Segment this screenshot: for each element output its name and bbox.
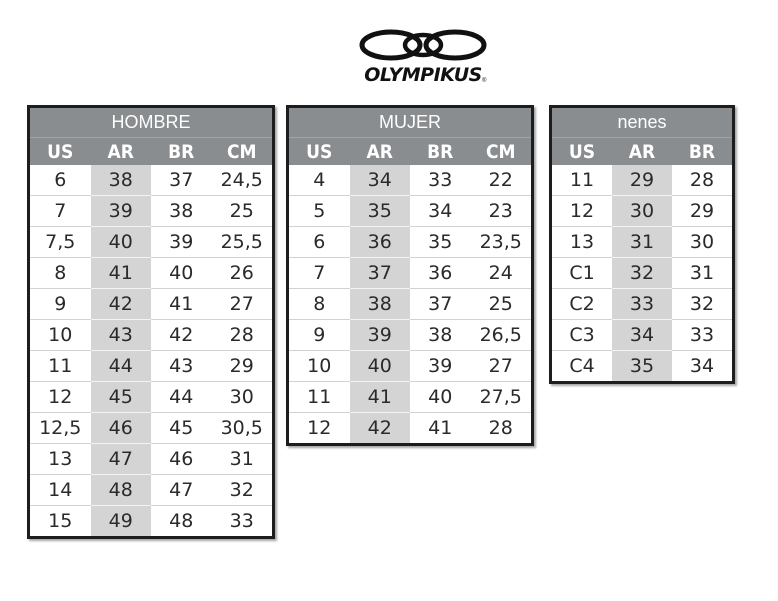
column-header-ar: AR	[350, 138, 411, 166]
cell-ar: 44	[91, 351, 152, 382]
cell-us: 14	[30, 475, 91, 506]
table-title: HOMBRE	[30, 108, 272, 138]
cell-br: 37	[410, 289, 471, 320]
cell-br: 36	[410, 258, 471, 289]
cell-us: 6	[54, 169, 67, 191]
cell-br: 29	[672, 196, 732, 227]
cell-ar: 39	[91, 196, 152, 227]
size-table-nenes	[549, 105, 735, 384]
cell-ar: 35	[612, 351, 672, 382]
cell-br: 41	[410, 413, 471, 444]
cell-ar: 40	[91, 227, 152, 258]
table-row	[552, 165, 732, 196]
cell-ar: 48	[91, 475, 152, 506]
cell-us: 13	[552, 227, 612, 258]
cell-us: 15	[30, 506, 91, 537]
cell-us: 11	[569, 169, 595, 191]
cell-cm: 28	[212, 320, 273, 351]
table-row	[552, 320, 732, 351]
column-header-br: BR	[672, 138, 732, 166]
table-title: MUJER	[289, 108, 531, 138]
cell-cm: 27,5	[471, 382, 532, 413]
cell-ar: 33	[612, 289, 672, 320]
cell-br: 47	[151, 475, 212, 506]
cell-us: C1	[552, 258, 612, 289]
cell-us: 4	[313, 169, 326, 191]
cell-cm: 27	[212, 289, 273, 320]
table-row	[30, 227, 272, 258]
cell-br: 45	[151, 413, 212, 444]
cell-cm: 27	[471, 351, 532, 382]
column-header-ar: AR	[612, 138, 672, 166]
cell-cm: 28	[471, 413, 532, 444]
column-header-us: US	[289, 138, 350, 166]
cell-us: 5	[289, 196, 350, 227]
table-row	[289, 165, 531, 196]
table-row	[289, 413, 531, 444]
cell-ar: 38	[350, 289, 411, 320]
cell-br: 33	[672, 320, 732, 351]
mujer-grid	[289, 108, 531, 443]
cell-ar: 41	[350, 382, 411, 413]
table-row	[552, 258, 732, 289]
cell-us: 11	[289, 382, 350, 413]
cell-us: 7	[30, 196, 91, 227]
cell-cm: 32	[212, 475, 273, 506]
table-row	[289, 227, 531, 258]
cell-br: 28	[689, 169, 715, 191]
cell-br: 48	[151, 506, 212, 537]
nenes-grid	[552, 108, 732, 381]
table-row	[552, 351, 732, 382]
cell-cm: 33	[212, 506, 273, 537]
table-row	[289, 289, 531, 320]
cell-cm: 29	[212, 351, 273, 382]
cell-cm: 22	[488, 169, 513, 191]
cell-br: 40	[410, 382, 471, 413]
cell-ar: 32	[612, 258, 672, 289]
cell-ar: 49	[91, 506, 152, 537]
brand-name: OLYMPIKUS	[364, 64, 482, 86]
cell-cm: 24,5	[220, 169, 263, 191]
table-title: nenes	[552, 108, 732, 138]
cell-br: 41	[151, 289, 212, 320]
column-header-us: US	[552, 138, 612, 166]
cell-br: 43	[151, 351, 212, 382]
table-row	[30, 289, 272, 320]
cell-us: 12,5	[30, 413, 91, 444]
table-row	[289, 196, 531, 227]
cell-us: 7	[289, 258, 350, 289]
cell-ar: 34	[612, 320, 672, 351]
cell-cm: 23	[471, 196, 532, 227]
cell-br: 37	[169, 169, 194, 191]
column-header-cm: CM	[212, 138, 273, 166]
cell-br: 33	[428, 169, 453, 191]
cell-br: 44	[151, 382, 212, 413]
table-row	[289, 320, 531, 351]
cell-ar: 37	[350, 258, 411, 289]
cell-ar: 34	[350, 165, 411, 196]
table-row	[30, 165, 272, 196]
hombre-grid	[30, 108, 272, 536]
cell-us: C3	[552, 320, 612, 351]
cell-cm: 30	[212, 382, 273, 413]
cell-ar: 35	[350, 196, 411, 227]
cell-ar: 29	[612, 165, 672, 196]
cell-ar: 30	[612, 196, 672, 227]
cell-br: 39	[151, 227, 212, 258]
cell-us: 12	[30, 382, 91, 413]
cell-br: 34	[672, 351, 732, 382]
cell-ar: 36	[350, 227, 411, 258]
cell-br: 30	[672, 227, 732, 258]
olympikus-rings-icon	[358, 26, 488, 66]
cell-us: C2	[552, 289, 612, 320]
cell-cm: 24	[471, 258, 532, 289]
table-row	[30, 475, 272, 506]
column-header-us: US	[30, 138, 91, 166]
column-header-br: BR	[151, 138, 212, 166]
cell-cm: 25,5	[212, 227, 273, 258]
table-row	[30, 320, 272, 351]
table-row	[552, 227, 732, 258]
cell-us: 13	[30, 444, 91, 475]
cell-br: 31	[672, 258, 732, 289]
cell-ar: 38	[91, 165, 152, 196]
cell-cm: 26	[212, 258, 273, 289]
cell-us: C4	[552, 351, 612, 382]
cell-us: 11	[30, 351, 91, 382]
cell-cm: 31	[212, 444, 273, 475]
cell-br: 46	[151, 444, 212, 475]
table-row	[552, 196, 732, 227]
cell-ar: 31	[612, 227, 672, 258]
cell-ar: 39	[350, 320, 411, 351]
cell-br: 34	[410, 196, 471, 227]
table-row	[289, 351, 531, 382]
cell-us: 10	[289, 351, 350, 382]
table-row	[30, 382, 272, 413]
table-row	[30, 506, 272, 537]
cell-ar: 43	[91, 320, 152, 351]
cell-us: 9	[30, 289, 91, 320]
size-table-hombre	[27, 105, 275, 539]
table-row	[30, 351, 272, 382]
column-header-cm: CM	[471, 138, 532, 166]
table-row	[289, 382, 531, 413]
table-row	[30, 444, 272, 475]
cell-cm: 30,5	[212, 413, 273, 444]
table-row	[289, 258, 531, 289]
cell-cm: 25	[471, 289, 532, 320]
cell-br: 40	[151, 258, 212, 289]
cell-us: 7,5	[30, 227, 91, 258]
column-header-br: BR	[410, 138, 471, 166]
cell-br: 32	[672, 289, 732, 320]
table-row	[552, 289, 732, 320]
cell-br: 39	[410, 351, 471, 382]
registered-mark: ®	[482, 78, 487, 84]
cell-us: 9	[289, 320, 350, 351]
cell-ar: 41	[91, 258, 152, 289]
cell-br: 42	[151, 320, 212, 351]
cell-cm: 25	[212, 196, 273, 227]
table-row	[30, 196, 272, 227]
cell-us: 10	[30, 320, 91, 351]
cell-ar: 42	[91, 289, 152, 320]
size-table-mujer	[286, 105, 534, 446]
cell-ar: 45	[91, 382, 152, 413]
brand-logo	[358, 26, 488, 86]
cell-ar: 42	[350, 413, 411, 444]
table-row	[30, 413, 272, 444]
cell-br: 35	[410, 227, 471, 258]
column-header-ar: AR	[91, 138, 152, 166]
cell-us: 12	[552, 196, 612, 227]
cell-cm: 26,5	[471, 320, 532, 351]
cell-ar: 46	[91, 413, 152, 444]
cell-us: 8	[30, 258, 91, 289]
table-row	[30, 258, 272, 289]
cell-br: 38	[151, 196, 212, 227]
cell-us: 8	[289, 289, 350, 320]
cell-ar: 40	[350, 351, 411, 382]
cell-us: 6	[289, 227, 350, 258]
cell-cm: 23,5	[471, 227, 532, 258]
cell-ar: 47	[91, 444, 152, 475]
cell-br: 38	[410, 320, 471, 351]
cell-us: 12	[289, 413, 350, 444]
